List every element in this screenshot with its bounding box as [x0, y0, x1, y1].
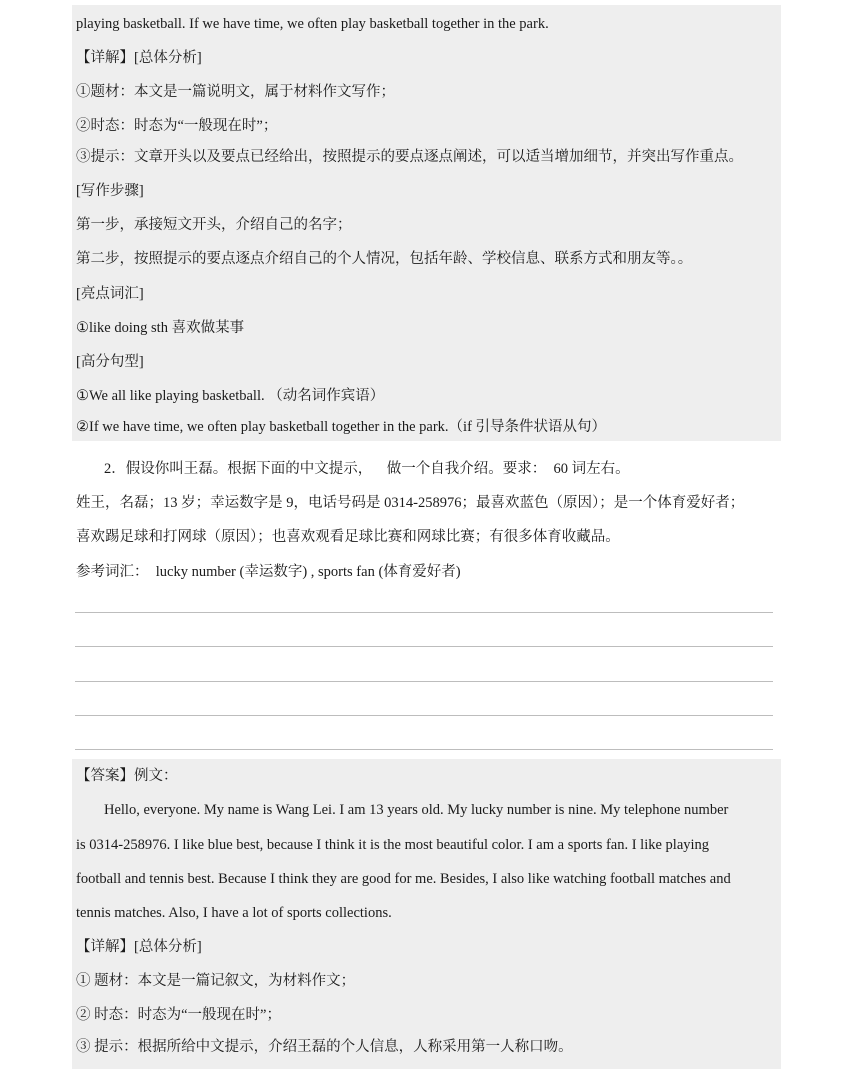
text-line: ②If we have time, we often play basketball together in the park.（if 引导条件状语从句） [76, 419, 607, 435]
text-line: ③ 提示：根据所给中文提示，介绍王磊的个人信息，人称采用第一人称口吻。 [76, 1039, 573, 1055]
text-line: 第二步，按照提示的要点逐点介绍自己的个人情况，包括年龄、学校信息、联系方式和朋友等。。 [76, 251, 693, 267]
text-line: ② 时态：时态为“一般现在时”； [76, 1007, 281, 1023]
essay-line: football and tennis best. Because I think they are good for me. Besides, I also like watching football matches and [76, 871, 731, 887]
writing-line [75, 715, 773, 716]
essay-line: is 0314-258976. I like blue best, because I think it is the most beautiful color. I am a sports fan. I like playing [76, 837, 710, 853]
essay-line: tennis matches. Also, I have a lot of sports collections. [76, 905, 392, 921]
text-line: ① 题材：本文是一篇记叙文，为材料作文； [76, 973, 356, 989]
question-hint-line: 喜欢踢足球和打网球（原因）；也喜欢观看足球比赛和网球比赛；有很多体育收藏品。 [76, 529, 620, 545]
answer-label: 【答案】例文： [76, 768, 178, 784]
text-line: ①题材：本文是一篇说明文，属于材料作文写作； [76, 84, 395, 100]
text-line: 第一步，承接短文开头，介绍自己的名字； [76, 217, 352, 233]
writing-line [75, 749, 773, 750]
text-line: ①like doing sth 喜欢做某事 [76, 320, 245, 336]
section-heading: [写作步骤] [76, 183, 144, 199]
essay-line: Hello, everyone. My name is Wang Lei. I am 13 years old. My lucky number is nine. My telephone number [104, 802, 729, 818]
question-hint-line: 姓王，名磊；13 岁；幸运数字是 9，电话号码是 0314-258976；最喜欢蓝色（原因）；是一个体育爱好者； [76, 495, 745, 511]
writing-line [75, 646, 773, 647]
section-heading: 【详解】[总体分析] [76, 939, 202, 955]
text-line: ①We all like playing basketball. （动名词作宾语） [76, 388, 385, 404]
section-heading: 【详解】[总体分析] [76, 50, 202, 66]
text-line: ③提示：文章开头以及要点已经给出，按照提示的要点逐点阐述，可以适当增加细节，并突出写作重点。 [76, 149, 743, 165]
section-heading: [高分句型] [76, 354, 144, 370]
writing-line [75, 612, 773, 613]
text-line: playing basketball. If we have time, we often play basketball together in the park. [76, 16, 549, 32]
reference-vocab: 参考词汇： lucky number (幸运数字) , sports fan (体育爱好者) [76, 564, 461, 580]
question-prompt: 2．假设你叫王磊。根据下面的中文提示， 做一个自我介绍。要求： 60 词左右。 [104, 461, 630, 477]
writing-line [75, 681, 773, 682]
text-line: ②时态：时态为“一般现在时”； [76, 118, 278, 134]
section-heading: [亮点词汇] [76, 286, 144, 302]
